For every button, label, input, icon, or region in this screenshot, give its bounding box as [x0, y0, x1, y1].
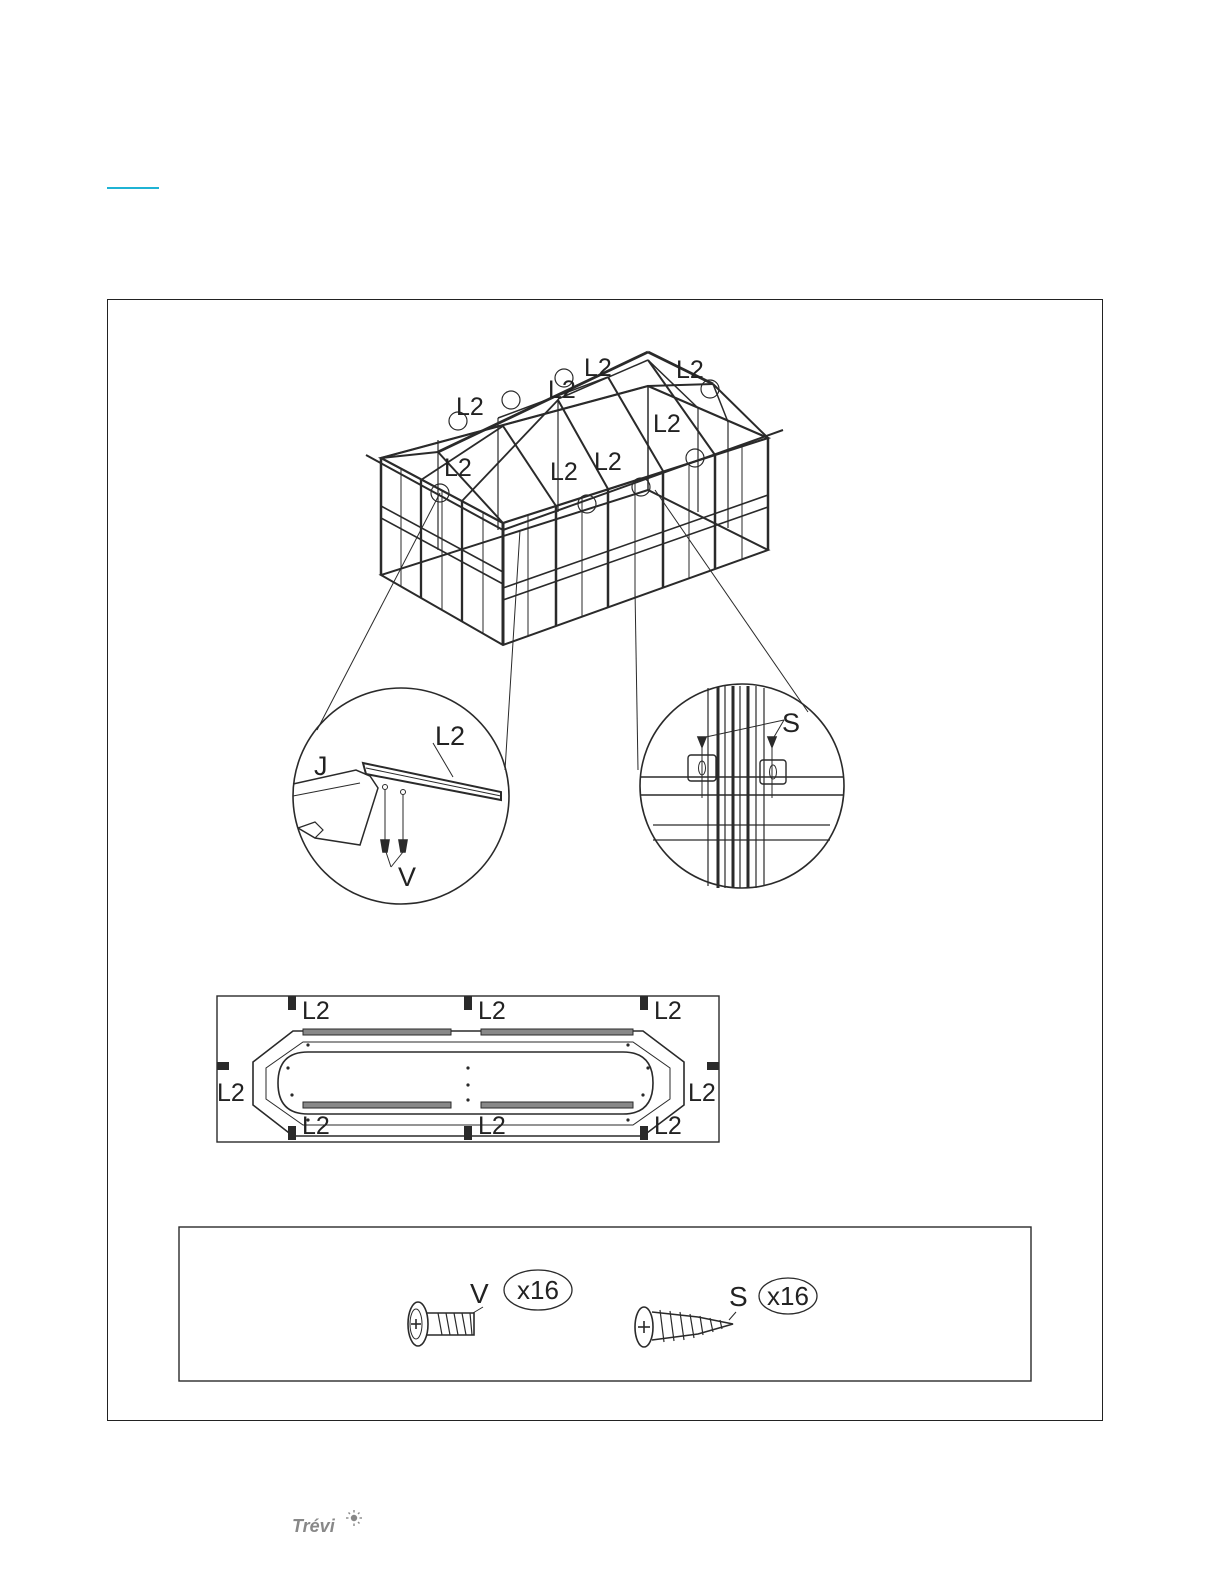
brand-logo-text: Trévi	[292, 1516, 335, 1536]
greenhouse-l2-label: L2	[653, 410, 681, 438]
plan-label-bottom-2: L2	[478, 1112, 506, 1140]
plan-label-top-2: L2	[478, 997, 506, 1025]
plan-label-top-1: L2	[302, 997, 330, 1025]
greenhouse-l2-label: L2	[550, 458, 578, 486]
hardware-box	[179, 1227, 1031, 1381]
detail-left-screw-label: V	[398, 862, 417, 892]
hardware-s-count: x16	[767, 1281, 809, 1311]
screw-v-icon	[408, 1302, 474, 1346]
plan-view-drawing	[217, 996, 719, 1142]
detail-circle-right	[640, 684, 844, 888]
plan-label-top-3: L2	[654, 997, 682, 1025]
header-accent-rule	[107, 187, 159, 189]
sun-icon	[346, 1510, 362, 1526]
detail-right-screw-label: S	[782, 708, 801, 738]
plan-label-right: L2	[688, 1079, 716, 1107]
assembly-illustration	[108, 300, 1104, 1422]
greenhouse-l2-label: L2	[456, 393, 484, 421]
plan-label-left: L2	[217, 1079, 245, 1107]
screw-s-icon	[635, 1307, 733, 1347]
hardware-v-count: x16	[517, 1275, 559, 1305]
greenhouse-l2-label: L2	[676, 356, 704, 384]
greenhouse-l2-label: L2	[548, 376, 576, 404]
hardware-v-label: V	[470, 1278, 489, 1309]
plan-label-bottom-1: L2	[302, 1112, 330, 1140]
instruction-panel	[107, 299, 1103, 1421]
detail-left-beam-label: L2	[435, 721, 466, 751]
greenhouse-l2-label: L2	[594, 448, 622, 476]
brand-logo	[290, 1508, 370, 1538]
detail-left-connector-label: J	[314, 751, 328, 781]
greenhouse-l2-label: L2	[584, 354, 612, 382]
plan-label-bottom-3: L2	[654, 1112, 682, 1140]
hardware-s-label: S	[729, 1281, 748, 1312]
greenhouse-l2-label: L2	[444, 454, 472, 482]
